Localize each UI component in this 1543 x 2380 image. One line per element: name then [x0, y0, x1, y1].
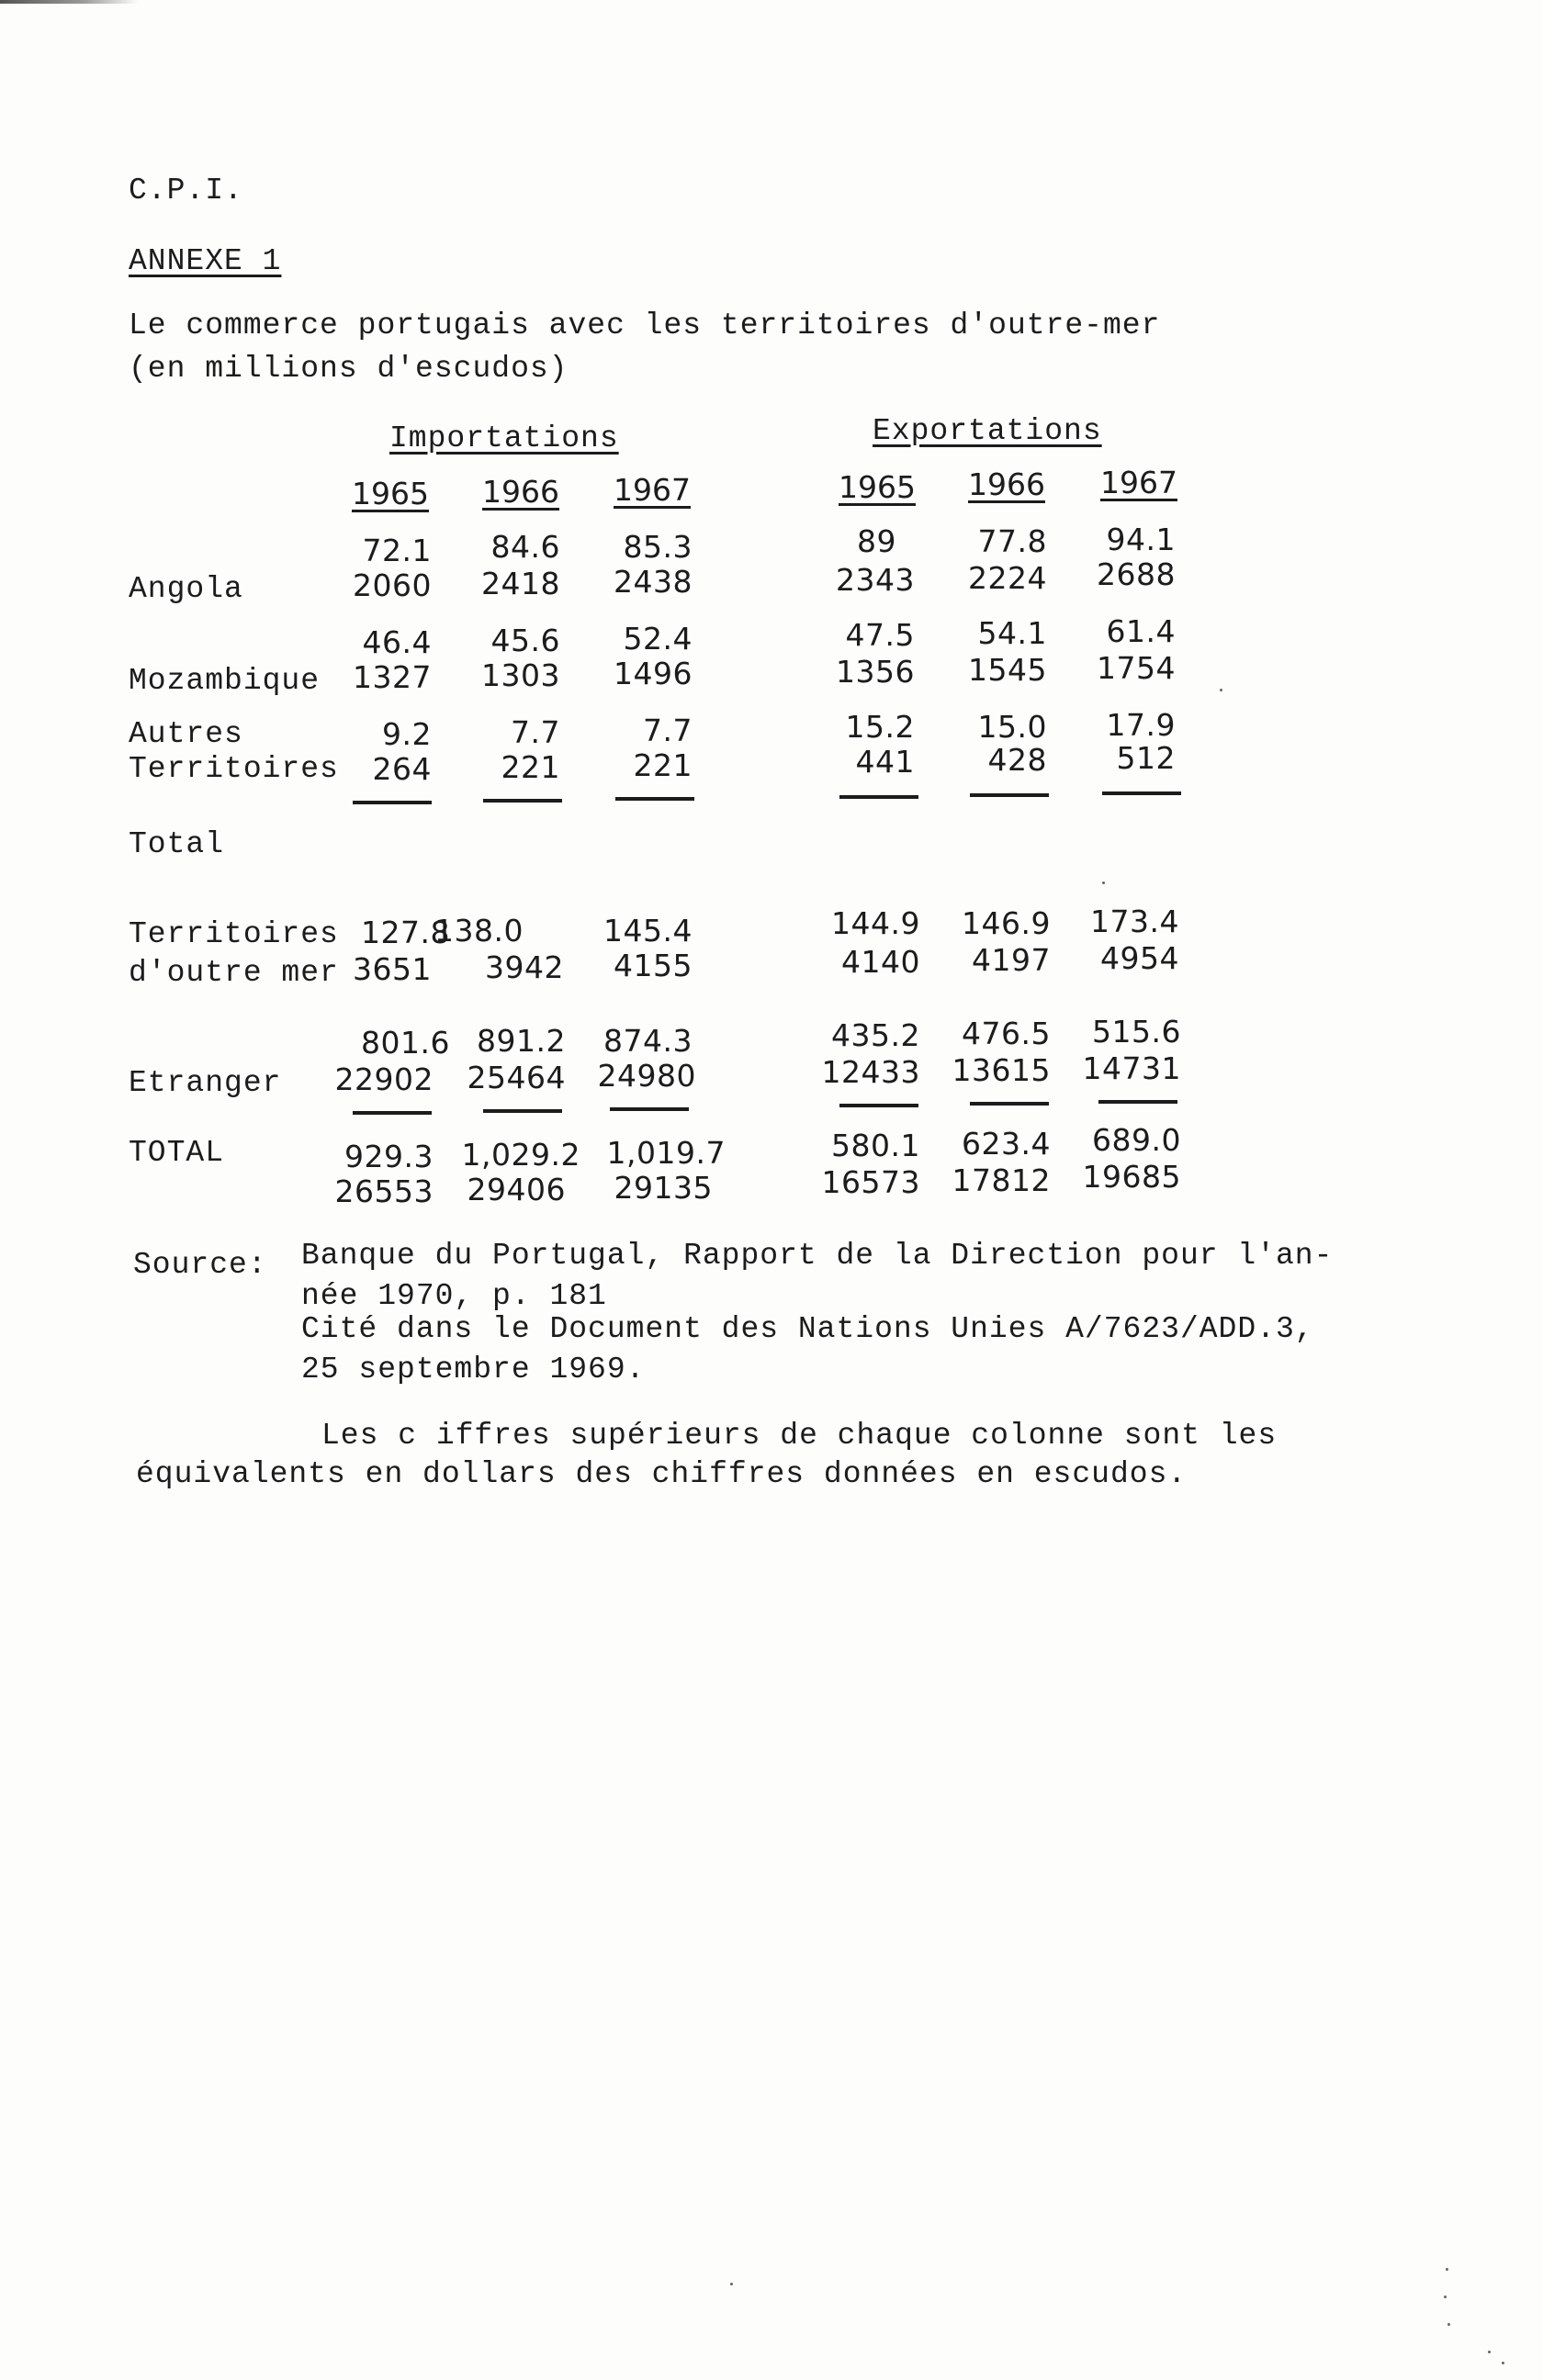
year-header-exports-1966: 1966 [968, 466, 1045, 502]
angola-imports-1966-escudos: 2418 [481, 566, 560, 601]
foreign-exports-1966-dollars: 476.5 [962, 1016, 1051, 1051]
row-label-mozambique: Mozambique [129, 664, 321, 698]
scan-edge-mark [0, 0, 138, 4]
subtotal-rule [839, 795, 918, 799]
autres-exports-1966-escudos: 428 [987, 742, 1047, 778]
overseas-exports-1966-escudos: 4197 [972, 942, 1051, 978]
mozambique-imports-1967-escudos: 1496 [614, 656, 693, 691]
overseas-imports-1966-escudos: 3942 [485, 949, 564, 985]
note-line-1: Les c iffres supérieurs de chaque colonne sont les [321, 1419, 1278, 1453]
total-imports-1965-escudos: 26553 [334, 1173, 434, 1209]
angola-exports-1967-dollars: 94.1 [1106, 522, 1176, 557]
note-line-2: équivalents en dollars des chiffres données en escudos. [136, 1457, 1188, 1491]
angola-exports-1966-escudos: 2224 [968, 560, 1047, 596]
source-line-4: 25 septembre 1969. [301, 1353, 646, 1386]
mozambique-imports-1965-dollars: 46.4 [362, 624, 432, 660]
row-label-total: TOTAL [129, 1136, 225, 1170]
foreign-imports-1965-dollars: 801.6 [361, 1025, 450, 1061]
total-imports-1966-escudos: 29406 [467, 1172, 566, 1207]
angola-exports-1965-dollars: 89 [857, 523, 896, 559]
overseas-exports-1965-escudos: 4140 [841, 944, 920, 980]
scan-speck [1447, 2323, 1450, 2326]
annex-heading: ANNEXE 1 [129, 244, 282, 278]
row-label-overseas-2: d'outre mer [129, 956, 339, 990]
autres-imports-1965-escudos: 264 [372, 751, 432, 787]
autres-exports-1967-escudos: 512 [1116, 740, 1176, 776]
total-exports-1965-escudos: 16573 [821, 1164, 920, 1200]
overseas-exports-1967-dollars: 173.4 [1090, 904, 1179, 939]
row-label-autres: Autres [129, 717, 243, 751]
source-line-1: Banque du Portugal, Rapport de la Direction pour l'an- [301, 1239, 1334, 1273]
org-heading: C.P.I. [129, 174, 243, 208]
overseas-imports-1967-dollars: 145.4 [603, 913, 693, 949]
autres-exports-1966-dollars: 15.0 [977, 709, 1047, 745]
scan-speck [1502, 2362, 1504, 2364]
row-label-etranger: Etranger [129, 1066, 282, 1100]
overseas-imports-1967-escudos: 4155 [614, 948, 693, 983]
imports-group-heading: Importations [389, 421, 619, 455]
total-rule [970, 1102, 1049, 1106]
autres-imports-1967-dollars: 7.7 [643, 713, 693, 748]
mozambique-imports-1966-escudos: 1303 [481, 657, 560, 693]
angola-imports-1965-dollars: 72.1 [362, 533, 432, 568]
autres-imports-1966-dollars: 7.7 [511, 714, 560, 750]
total-rule [610, 1107, 689, 1111]
mozambique-exports-1965-escudos: 1356 [836, 654, 915, 690]
year-header-imports-1965: 1965 [352, 476, 429, 511]
angola-imports-1967-dollars: 85.3 [623, 529, 693, 565]
autres-exports-1967-dollars: 17.9 [1106, 707, 1176, 743]
total-exports-1965-dollars: 580.1 [831, 1128, 920, 1163]
overseas-imports-1965-escudos: 3651 [353, 951, 432, 987]
overseas-imports-1966-dollars: 138.0 [434, 913, 524, 949]
total-exports-1966-escudos: 17812 [952, 1162, 1051, 1198]
foreign-imports-1966-dollars: 891.2 [477, 1023, 566, 1059]
mozambique-exports-1966-dollars: 54.1 [977, 615, 1047, 651]
source-line-2: née 1970, p. 181 [301, 1279, 607, 1313]
row-label-territoires: Territoires [129, 752, 339, 786]
year-header-imports-1966: 1966 [482, 474, 559, 510]
foreign-exports-1967-dollars: 515.6 [1092, 1014, 1181, 1050]
total-rule [353, 1111, 432, 1115]
angola-imports-1966-dollars: 84.6 [490, 529, 560, 565]
subtotal-rule [970, 793, 1049, 797]
source-label: Source: [133, 1248, 267, 1282]
row-label-angola: Angola [129, 572, 243, 606]
year-header-imports-1967: 1967 [614, 472, 691, 508]
mozambique-imports-1965-escudos: 1327 [353, 659, 432, 695]
scan-speck [1446, 2268, 1448, 2271]
total-rule [483, 1109, 562, 1113]
title-line-2: (en millions d'escudos) [129, 352, 569, 386]
mozambique-exports-1965-dollars: 47.5 [845, 617, 915, 653]
autres-imports-1967-escudos: 221 [633, 747, 693, 783]
exports-group-heading: Exportations [873, 414, 1102, 448]
overseas-exports-1965-dollars: 144.9 [831, 905, 920, 941]
foreign-imports-1967-dollars: 874.3 [603, 1023, 693, 1059]
total-rule [839, 1104, 918, 1107]
mozambique-imports-1967-dollars: 52.4 [623, 621, 693, 657]
angola-imports-1967-escudos: 2438 [614, 564, 693, 600]
scan-speck [1444, 2296, 1447, 2298]
foreign-exports-1965-escudos: 12433 [821, 1054, 920, 1090]
subtotal-rule [353, 801, 432, 804]
scan-speck [1102, 881, 1105, 884]
foreign-exports-1965-dollars: 435.2 [831, 1017, 920, 1053]
overseas-exports-1967-escudos: 4954 [1100, 940, 1179, 976]
mozambique-imports-1966-dollars: 45.6 [490, 623, 560, 658]
autres-exports-1965-escudos: 441 [855, 744, 915, 780]
title-line-1: Le commerce portugais avec les territoires d'outre-mer [129, 309, 1161, 342]
foreign-imports-1966-escudos: 25464 [467, 1060, 566, 1095]
mozambique-exports-1966-escudos: 1545 [968, 652, 1047, 688]
total-rule [1098, 1100, 1177, 1104]
total-imports-1967-dollars: 1,019.7 [606, 1135, 726, 1171]
overseas-exports-1966-dollars: 146.9 [962, 905, 1051, 941]
foreign-imports-1965-escudos: 22902 [334, 1061, 434, 1097]
foreign-imports-1967-escudos: 24980 [597, 1058, 696, 1094]
total-imports-1965-dollars: 929.3 [344, 1139, 434, 1174]
subtotal-rule [1102, 791, 1181, 795]
total-exports-1966-dollars: 623.4 [962, 1126, 1051, 1162]
autres-imports-1966-escudos: 221 [501, 749, 560, 785]
source-line-3: Cité dans le Document des Nations Unies A/7623/ADD.3, [301, 1312, 1314, 1346]
angola-exports-1966-dollars: 77.8 [977, 523, 1047, 559]
autres-exports-1965-dollars: 15.2 [845, 709, 915, 745]
subtotal-rule [483, 799, 562, 803]
autres-imports-1965-dollars: 9.2 [382, 716, 432, 752]
total-imports-1967-escudos: 29135 [614, 1170, 713, 1206]
mozambique-exports-1967-escudos: 1754 [1097, 650, 1176, 686]
angola-imports-1965-escudos: 2060 [353, 567, 432, 603]
total-imports-1966-dollars: 1,029.2 [461, 1137, 580, 1173]
scan-speck [1488, 2351, 1491, 2353]
total-label: Total [129, 827, 225, 861]
scan-speck [730, 2283, 733, 2285]
scan-speck [1220, 689, 1222, 691]
foreign-exports-1967-escudos: 14731 [1082, 1050, 1181, 1086]
overseas-imports-1965-dollars: 127.8 [361, 915, 450, 950]
subtotal-rule [615, 797, 694, 801]
foreign-exports-1966-escudos: 13615 [952, 1052, 1051, 1088]
angola-exports-1967-escudos: 2688 [1097, 556, 1176, 592]
row-label-overseas-1: Territoires [129, 917, 339, 951]
year-header-exports-1965: 1965 [839, 469, 916, 505]
total-exports-1967-escudos: 19685 [1082, 1159, 1181, 1195]
angola-exports-1965-escudos: 2343 [836, 562, 915, 598]
total-exports-1967-dollars: 689.0 [1092, 1122, 1181, 1158]
mozambique-exports-1967-dollars: 61.4 [1106, 613, 1176, 649]
year-header-exports-1967: 1967 [1100, 465, 1177, 500]
